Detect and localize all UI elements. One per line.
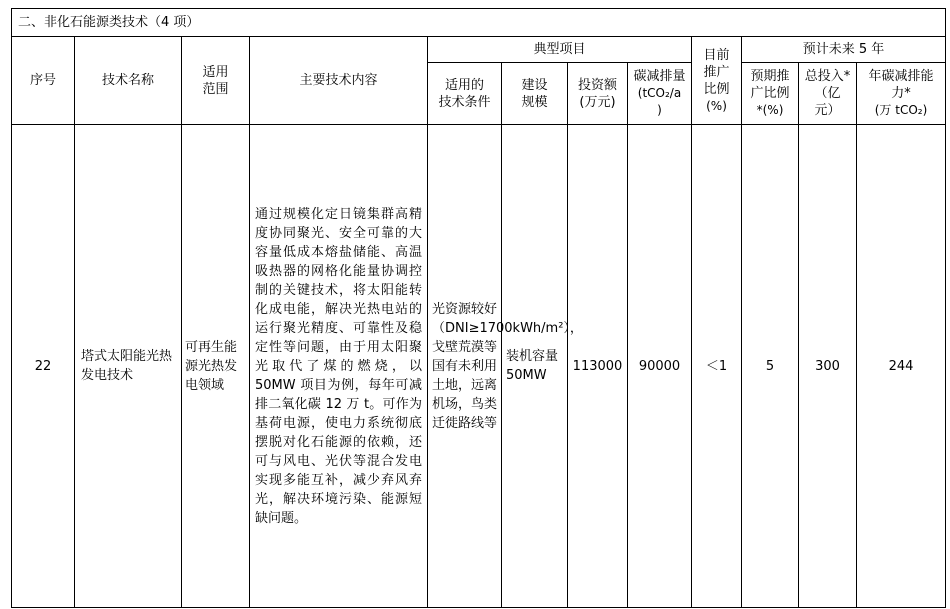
header-seq: 序号 (12, 37, 75, 125)
header-current-line4: (%) (706, 98, 727, 113)
header-tech-name: 技术名称 (75, 37, 182, 125)
cell-reduction: 90000 (628, 125, 692, 608)
header-annual-line2: 力* (891, 86, 911, 101)
header-reduction-line3: ) (657, 103, 662, 117)
cell-scale: 装机容量 50MW (502, 125, 568, 608)
header-scope (182, 37, 250, 125)
header-current-line1: 目前 (703, 47, 730, 63)
table-row (12, 125, 946, 608)
header-investment-line2: (万元) (579, 94, 616, 110)
header-typical-project: 典型项目 (428, 37, 692, 63)
cell-investment: 113000 (568, 125, 628, 608)
cell-scope: 可再生能源光热发电领域 (182, 125, 250, 608)
header-reduction (628, 63, 692, 125)
header-scale-line2: 规模 (521, 94, 548, 110)
header-forecast: 预计未来 5 年 (742, 37, 946, 63)
header-investment-line1: 投资额 (577, 77, 617, 93)
header-annual-line3: (万 tCO₂) (874, 103, 928, 117)
header-expected-ratio (742, 63, 799, 125)
cell-tech-name: 塔式太阳能光热发电技术 (75, 125, 182, 608)
header-reduction-line2: (tCO₂/a (637, 86, 682, 100)
technology-table (11, 8, 946, 608)
header-current-ratio (692, 37, 742, 125)
header-investment (568, 63, 628, 125)
header-scale (502, 63, 568, 125)
cell-annual-reduction: 244 (857, 125, 946, 608)
header-main-content: 主要技术内容 (250, 37, 428, 125)
cell-main-content: 通过规模化定日镜集群高精度协同聚光、安全可靠的大容量低成本熔盐储能、高温吸热器的网格化能量协调控制的关键技术，将太阳能转化成电能，解决光热电站的运行聚光精度、可靠性及稳定性等问题，由于用太阳聚光取代了煤的燃烧，以50MW 项目为例，每年可减排二氧化碳 12 万 t。可作为基荷电源，使电力系统彻底摆脱对化石能源的依赖，还可与风电、光伏等混合发电实现多能互补，减少弃风弃光，解决环境污染、能源短缺问题。 (250, 125, 428, 608)
header-annual-reduction (857, 63, 946, 125)
header-conditions (428, 63, 502, 125)
cell-current-ratio: ＜1 (692, 125, 742, 608)
header-scale-line1: 建设 (521, 77, 548, 93)
header-reduction-line1: 碳减排量 (633, 69, 686, 84)
header-conditions-line2: 技术条件 (438, 94, 491, 110)
header-scope-line2: 范围 (202, 81, 229, 97)
cell-total-investment: 300 (799, 125, 857, 608)
header-expected-line2: 广比例 (750, 86, 790, 101)
header-current-line3: 比例 (703, 81, 730, 97)
cell-seq: 22 (12, 125, 75, 608)
header-current-line2: 推广 (703, 64, 730, 80)
header-conditions-line1: 适用的 (444, 77, 484, 93)
header-scope-line1: 适用 (202, 64, 229, 80)
section-title: 二、非化石能源类技术（4 项） (12, 9, 946, 37)
header-total-investment (799, 63, 857, 125)
cell-conditions: 光资源较好（DNI≥1700kWh/m²），戈壁荒漠等国有未利用土地，远离机场，鸟类迁徙路线等 (428, 125, 502, 608)
cell-expected-ratio: 5 (742, 125, 799, 608)
header-annual-line1: 年碳减排能 (868, 69, 934, 84)
header-total-inv-line1: 总投入* (804, 69, 851, 84)
header-total-inv-line2: （亿 (814, 86, 841, 101)
header-expected-line3: *(%) (756, 103, 784, 117)
header-total-inv-line3: 元） (814, 103, 841, 118)
header-expected-line1: 预期推 (750, 69, 790, 84)
